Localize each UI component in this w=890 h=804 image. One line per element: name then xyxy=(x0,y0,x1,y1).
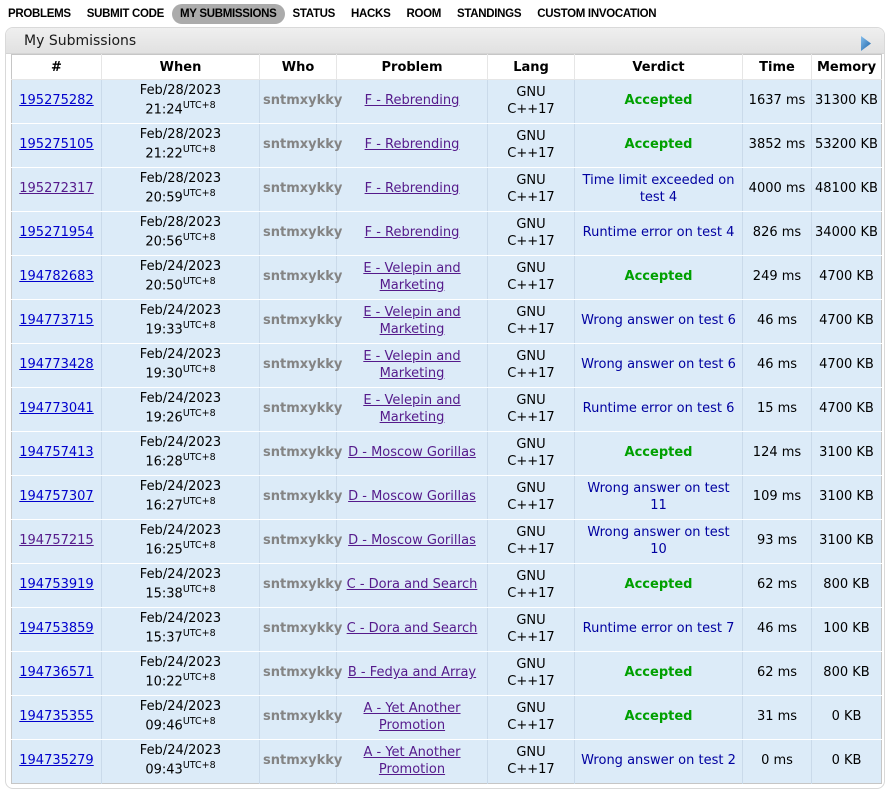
submission-language: GNU C++17 xyxy=(488,740,575,784)
submission-when xyxy=(102,652,260,696)
submission-runtime: 62 ms xyxy=(743,564,812,608)
table-row xyxy=(12,256,882,300)
submission-verdict: Time limit exceeded on test 4 xyxy=(575,168,743,212)
problem-link[interactable]: A - Yet Another Promotion xyxy=(363,700,461,733)
submission-runtime: 62 ms xyxy=(743,652,812,696)
submission-runtime: 109 ms xyxy=(743,476,812,520)
submission-memory: 3100 KB xyxy=(812,520,882,564)
timezone-label: UTC+8 xyxy=(182,188,216,200)
submission-memory: 4700 KB xyxy=(812,344,882,388)
submission-runtime: 46 ms xyxy=(743,344,812,388)
column-header: Problem xyxy=(337,55,488,80)
submission-time: $09:43^{UTC+8}$ xyxy=(145,760,216,778)
submission-author: sntmxykky xyxy=(260,432,337,476)
submission-id-link[interactable]: 195271954 xyxy=(19,225,94,241)
column-header: Verdict xyxy=(575,55,743,80)
submission-memory: 4700 KB xyxy=(812,300,882,344)
submission-runtime: 31 ms xyxy=(743,696,812,740)
submission-memory: 3100 KB xyxy=(812,476,882,520)
nav-item-standings[interactable]: STANDINGS xyxy=(457,8,522,20)
submission-author: sntmxykky xyxy=(260,652,337,696)
submission-verdict: Accepted xyxy=(575,652,743,696)
submission-id-link[interactable]: 195272317 xyxy=(19,181,94,197)
submission-memory: 48100 KB xyxy=(812,168,882,212)
submission-time: $16:25^{UTC+8}$ xyxy=(145,540,216,558)
submission-date: Feb/24/2023 xyxy=(139,347,222,363)
submission-memory: 53200 KB xyxy=(812,124,882,168)
submission-author: sntmxykky xyxy=(260,564,337,608)
submission-date: Feb/24/2023 xyxy=(139,611,222,627)
submission-language: GNU C++17 xyxy=(488,564,575,608)
submission-author: sntmxykky xyxy=(260,168,337,212)
submission-memory: 800 KB xyxy=(812,652,882,696)
submission-time: $15:37^{UTC+8}$ xyxy=(145,628,216,646)
my-submissions-panel xyxy=(5,27,885,789)
submission-id-link[interactable]: 194757413 xyxy=(19,445,94,461)
submission-time: $19:30^{UTC+8}$ xyxy=(145,364,216,382)
submission-memory: 100 KB xyxy=(812,608,882,652)
submission-time: $20:56^{UTC+8}$ xyxy=(145,232,216,250)
submission-id-link[interactable]: 195275105 xyxy=(19,137,94,153)
table-row xyxy=(12,432,882,476)
problem-link[interactable]: B - Fedya and Array xyxy=(347,665,477,681)
submission-runtime: 93 ms xyxy=(743,520,812,564)
problem-link[interactable]: F - Rebrending xyxy=(364,93,460,109)
submission-runtime: 124 ms xyxy=(743,432,812,476)
submission-time: $20:50^{UTC+8}$ xyxy=(145,276,216,294)
submission-id-link[interactable]: 194735355 xyxy=(19,709,94,725)
problem-link[interactable]: E - Velepin and Marketing xyxy=(363,392,461,425)
submission-when xyxy=(102,388,260,432)
timezone-label: UTC+8 xyxy=(182,452,216,464)
timezone-label: UTC+8 xyxy=(182,584,216,596)
table-row xyxy=(12,124,882,168)
submission-verdict: Runtime error on test 4 xyxy=(575,212,743,256)
submission-when xyxy=(102,608,260,652)
submission-when xyxy=(102,168,260,212)
timezone-label: UTC+8 xyxy=(182,232,216,244)
nav-item-problems[interactable]: PROBLEMS xyxy=(8,8,71,20)
problem-link[interactable]: F - Rebrending xyxy=(364,137,460,153)
table-header-row xyxy=(12,55,882,80)
submission-language: GNU C++17 xyxy=(488,124,575,168)
submission-author: sntmxykky xyxy=(260,256,337,300)
submission-verdict: Runtime error on test 7 xyxy=(575,608,743,652)
submission-language: GNU C++17 xyxy=(488,300,575,344)
nav-item-room[interactable]: ROOM xyxy=(406,8,442,20)
submission-id-link[interactable]: 194753859 xyxy=(19,621,94,637)
problem-link[interactable]: D - Moscow Gorillas xyxy=(348,489,476,505)
submission-memory: 0 KB xyxy=(812,696,882,740)
nav-item-status[interactable]: STATUS xyxy=(292,8,336,20)
submission-verdict: Wrong answer on test 2 xyxy=(575,740,743,784)
submission-language: GNU C++17 xyxy=(488,608,575,652)
submission-time: $21:24^{UTC+8}$ xyxy=(145,100,216,118)
timezone-label: UTC+8 xyxy=(182,100,216,112)
submissions-table xyxy=(11,54,882,784)
timezone-label: UTC+8 xyxy=(182,628,216,640)
submission-verdict: Accepted xyxy=(575,124,743,168)
submission-verdict: Wrong answer on test 6 xyxy=(575,300,743,344)
submission-verdict: Accepted xyxy=(575,696,743,740)
submission-date: Feb/24/2023 xyxy=(139,435,222,451)
table-row xyxy=(12,80,882,124)
submission-when xyxy=(102,432,260,476)
submission-date: Feb/28/2023 xyxy=(139,171,222,187)
column-header: Who xyxy=(260,55,337,80)
submission-language: GNU C++17 xyxy=(488,344,575,388)
submission-when xyxy=(102,344,260,388)
top-nav xyxy=(0,0,890,27)
submission-runtime: 4000 ms xyxy=(743,168,812,212)
submission-when xyxy=(102,740,260,784)
submission-language: GNU C++17 xyxy=(488,80,575,124)
nav-item-my-submissions[interactable]: MY SUBMISSIONS xyxy=(172,4,285,24)
submission-memory: 34000 KB xyxy=(812,212,882,256)
problem-link[interactable]: E - Velepin and Marketing xyxy=(363,260,461,293)
panel-caption xyxy=(6,28,884,54)
submission-runtime: 46 ms xyxy=(743,300,812,344)
submission-verdict: Accepted xyxy=(575,564,743,608)
column-header: When xyxy=(102,55,260,80)
submission-date: Feb/24/2023 xyxy=(139,567,222,583)
timezone-label: UTC+8 xyxy=(182,716,216,728)
submission-date: Feb/28/2023 xyxy=(139,83,222,99)
submission-when xyxy=(102,300,260,344)
submission-language: GNU C++17 xyxy=(488,212,575,256)
submission-when xyxy=(102,124,260,168)
timezone-label: UTC+8 xyxy=(182,276,216,288)
submission-id-link[interactable]: 194773715 xyxy=(19,313,94,329)
submission-language: GNU C++17 xyxy=(488,652,575,696)
submission-id-link[interactable]: 194782683 xyxy=(19,269,94,285)
submission-language: GNU C++17 xyxy=(488,476,575,520)
problem-link[interactable]: C - Dora and Search xyxy=(346,621,478,637)
submission-when xyxy=(102,80,260,124)
submission-memory: 0 KB xyxy=(812,740,882,784)
submission-runtime: 1637 ms xyxy=(743,80,812,124)
submission-memory: 31300 KB xyxy=(812,80,882,124)
timezone-label: UTC+8 xyxy=(182,540,216,552)
submission-author: sntmxykky xyxy=(260,124,337,168)
submission-id-link[interactable]: 195275282 xyxy=(19,93,94,109)
submission-when xyxy=(102,564,260,608)
submission-language: GNU C++17 xyxy=(488,256,575,300)
problem-link[interactable]: A - Yet Another Promotion xyxy=(363,744,461,777)
submission-time: $09:46^{UTC+8}$ xyxy=(145,716,216,734)
submission-language: GNU C++17 xyxy=(488,388,575,432)
submission-time: $16:28^{UTC+8}$ xyxy=(145,452,216,470)
submission-author: sntmxykky xyxy=(260,212,337,256)
timezone-label: UTC+8 xyxy=(182,144,216,156)
timezone-label: UTC+8 xyxy=(182,672,216,684)
submissions-tbody xyxy=(12,80,882,784)
table-row xyxy=(12,476,882,520)
submission-time: $19:33^{UTC+8}$ xyxy=(145,320,216,338)
submission-verdict: Wrong answer on test 11 xyxy=(575,476,743,520)
submission-time: $19:26^{UTC+8}$ xyxy=(145,408,216,426)
submission-date: Feb/24/2023 xyxy=(139,699,222,715)
problem-link[interactable]: C - Dora and Search xyxy=(346,577,478,593)
submission-when xyxy=(102,212,260,256)
submission-when xyxy=(102,520,260,564)
submission-author: sntmxykky xyxy=(260,476,337,520)
submission-id-link[interactable]: 194736571 xyxy=(19,665,94,681)
submission-time: $20:59^{UTC+8}$ xyxy=(145,188,216,206)
problem-link[interactable]: D - Moscow Gorillas xyxy=(348,533,476,549)
submission-author: sntmxykky xyxy=(260,608,337,652)
submission-author: sntmxykky xyxy=(260,344,337,388)
submission-date: Feb/24/2023 xyxy=(139,479,222,495)
submission-time: $10:22^{UTC+8}$ xyxy=(145,672,216,690)
table-row xyxy=(12,740,882,784)
problem-link[interactable]: E - Velepin and Marketing xyxy=(363,304,461,337)
table-row xyxy=(12,608,882,652)
table-row xyxy=(12,564,882,608)
problem-link[interactable]: F - Rebrending xyxy=(364,181,460,197)
submission-runtime: 15 ms xyxy=(743,388,812,432)
page-title: My Submissions xyxy=(24,33,137,49)
submission-memory: 3100 KB xyxy=(812,432,882,476)
submission-id-link[interactable]: 194773041 xyxy=(19,401,94,417)
submission-verdict: Accepted xyxy=(575,80,743,124)
submission-verdict: Wrong answer on test 10 xyxy=(575,520,743,564)
column-header: Memory xyxy=(812,55,882,80)
nav-item-hacks[interactable]: HACKS xyxy=(351,8,391,20)
submission-language: GNU C++17 xyxy=(488,520,575,564)
submission-time: $21:22^{UTC+8}$ xyxy=(145,144,216,162)
table-row xyxy=(12,300,882,344)
expand-arrow-icon[interactable] xyxy=(860,34,871,60)
submission-verdict: Accepted xyxy=(575,256,743,300)
column-header: # xyxy=(12,55,102,80)
submission-id-link[interactable]: 194757215 xyxy=(19,533,94,549)
timezone-label: UTC+8 xyxy=(182,364,216,376)
submission-time: $16:27^{UTC+8}$ xyxy=(145,496,216,514)
submission-author: sntmxykky xyxy=(260,740,337,784)
submission-date: Feb/24/2023 xyxy=(139,303,222,319)
submission-when xyxy=(102,476,260,520)
submission-time: $15:38^{UTC+8}$ xyxy=(145,584,216,602)
submission-memory: 4700 KB xyxy=(812,256,882,300)
submission-verdict: Accepted xyxy=(575,432,743,476)
submission-id-link[interactable]: 194757307 xyxy=(19,489,94,505)
submission-id-link[interactable]: 194773428 xyxy=(19,357,94,373)
submission-date: Feb/28/2023 xyxy=(139,127,222,143)
nav-item-submit-code[interactable]: SUBMIT CODE xyxy=(86,8,164,20)
timezone-label: UTC+8 xyxy=(182,320,216,332)
submission-date: Feb/24/2023 xyxy=(139,391,222,407)
submission-language: GNU C++17 xyxy=(488,432,575,476)
table-row xyxy=(12,520,882,564)
submission-memory: 4700 KB xyxy=(812,388,882,432)
submission-date: Feb/24/2023 xyxy=(139,655,222,671)
column-header: Lang xyxy=(488,55,575,80)
submission-language: GNU C++17 xyxy=(488,696,575,740)
timezone-label: UTC+8 xyxy=(182,408,216,420)
problem-link[interactable]: E - Velepin and Marketing xyxy=(363,348,461,381)
submission-runtime: 3852 ms xyxy=(743,124,812,168)
submission-runtime: 249 ms xyxy=(743,256,812,300)
submission-memory: 800 KB xyxy=(812,564,882,608)
submission-runtime: 0 ms xyxy=(743,740,812,784)
table-row xyxy=(12,344,882,388)
submission-date: Feb/24/2023 xyxy=(139,259,222,275)
submission-id-link[interactable]: 194735279 xyxy=(19,753,94,769)
problem-link[interactable]: D - Moscow Gorillas xyxy=(348,445,476,461)
table-row xyxy=(12,696,882,740)
table-row xyxy=(12,388,882,432)
submission-verdict: Wrong answer on test 6 xyxy=(575,344,743,388)
table-row xyxy=(12,652,882,696)
submission-date: Feb/24/2023 xyxy=(139,743,222,759)
timezone-label: UTC+8 xyxy=(182,496,216,508)
submission-when xyxy=(102,256,260,300)
submission-date: Feb/24/2023 xyxy=(139,523,222,539)
timezone-label: UTC+8 xyxy=(182,760,216,772)
table-row xyxy=(12,212,882,256)
submission-id-link[interactable]: 194753919 xyxy=(19,577,94,593)
nav-item-custom-invocation[interactable]: CUSTOM INVOCATION xyxy=(537,8,657,20)
submission-runtime: 46 ms xyxy=(743,608,812,652)
submission-date: Feb/28/2023 xyxy=(139,215,222,231)
submission-when xyxy=(102,696,260,740)
submission-verdict: Runtime error on test 6 xyxy=(575,388,743,432)
submission-author: sntmxykky xyxy=(260,300,337,344)
table-row xyxy=(12,168,882,212)
submission-author: sntmxykky xyxy=(260,696,337,740)
submission-author: sntmxykky xyxy=(260,520,337,564)
problem-link[interactable]: F - Rebrending xyxy=(364,225,460,241)
submission-language: GNU C++17 xyxy=(488,168,575,212)
submission-author: sntmxykky xyxy=(260,388,337,432)
column-header: Time xyxy=(743,55,812,80)
submission-runtime: 826 ms xyxy=(743,212,812,256)
submission-author: sntmxykky xyxy=(260,80,337,124)
